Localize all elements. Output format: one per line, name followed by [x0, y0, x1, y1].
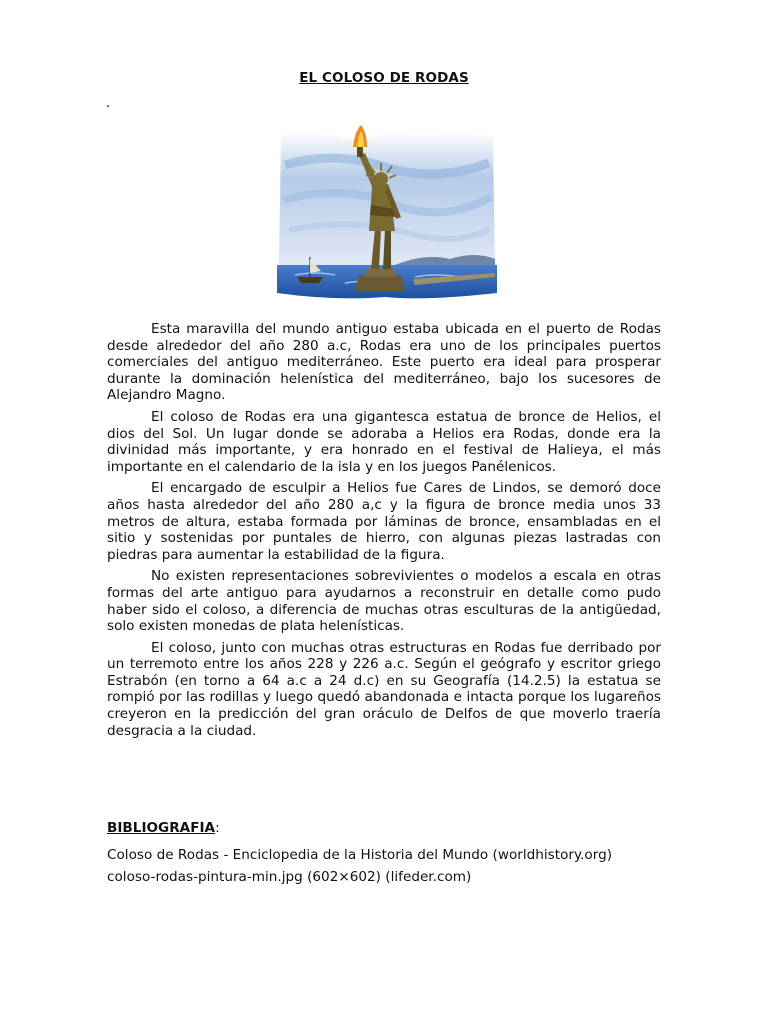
bibliography-heading-text: BIBLIOGRAFIA [107, 820, 216, 836]
bibliography-heading [107, 820, 661, 837]
paragraph-3: El encargado de esculpir a Helios fue Cares de Lindos, se demoró doce años hasta alrededor del año 280 a,c y la figura de bronce media unos 33 metros de altura, estaba formada por láminas de bronce, ensambladas en el sitio y sostenidas por puntales de hierro, con algunas piezas lastradas con piedras para aumentar la estabilidad de la figura. [107, 480, 661, 563]
paragraph-4: No existen representaciones sobrevivientes o modelos a escala en otras formas del arte antiguo para ayudarnos a reconstruir en detalle como pudo haber sido el coloso, a diferencia de muchas otras esculturas de la antigüedad, solo existen monedas de plata helenísticas. [107, 568, 661, 635]
colossus-illustration [275, 125, 499, 303]
bibliography-entry: Coloso de Rodas - Enciclopedia de la Historia del Mundo (worldhistory.org) [107, 846, 613, 863]
paragraph-2: El coloso de Rodas era una gigantesca estatua de bronce de Helios, el dios del Sol. Un lugar donde se adoraba a Helios era Rodas, donde era la divinidad más importante, y era honrado en el festival de Halieya, el más importante en el calendario de la isla y en los juegos Panélenicos. [107, 408, 661, 475]
paragraph-1: Esta maravilla del mundo antiguo estaba ubicada en el puerto de Rodas desde alrededor del año 280 a.c, Rodas era uno de los principales puertos comerciales del antiguo mediterráneo. Este puerto era ideal para prosperar durante la dominación helenística del mediterráneo, bajo los sucesores de Alejandro Magno. [107, 321, 661, 404]
paragraph-5: El coloso, junto con muchas otras estructuras en Rodas fue derribado por un terremoto entre los años 228 y 226 a.c. Según el geógrafo y escritor griego Estrabón (en torno a 64 a.c a 24 d.c) en su Geografía (14.2.5) la estatua se rompió por las rodillas y luego quedó abandonada e intacta porque los lugareños creyeron en la predicción del gran oráculo de Delfos de que moverlo traería desgracia a la ciudad. [107, 639, 661, 739]
document-title: EL COLOSO DE RODAS [299, 70, 469, 86]
bibliography-heading-colon: : [215, 820, 220, 836]
bibliography-section [107, 820, 661, 892]
stray-mark: . [106, 95, 111, 111]
document-body [107, 321, 661, 744]
colossus-of-rhodes-icon [275, 125, 499, 303]
bibliography-entry: coloso-rodas-pintura-min.jpg (602×602) (lifeder.com) [107, 869, 472, 886]
